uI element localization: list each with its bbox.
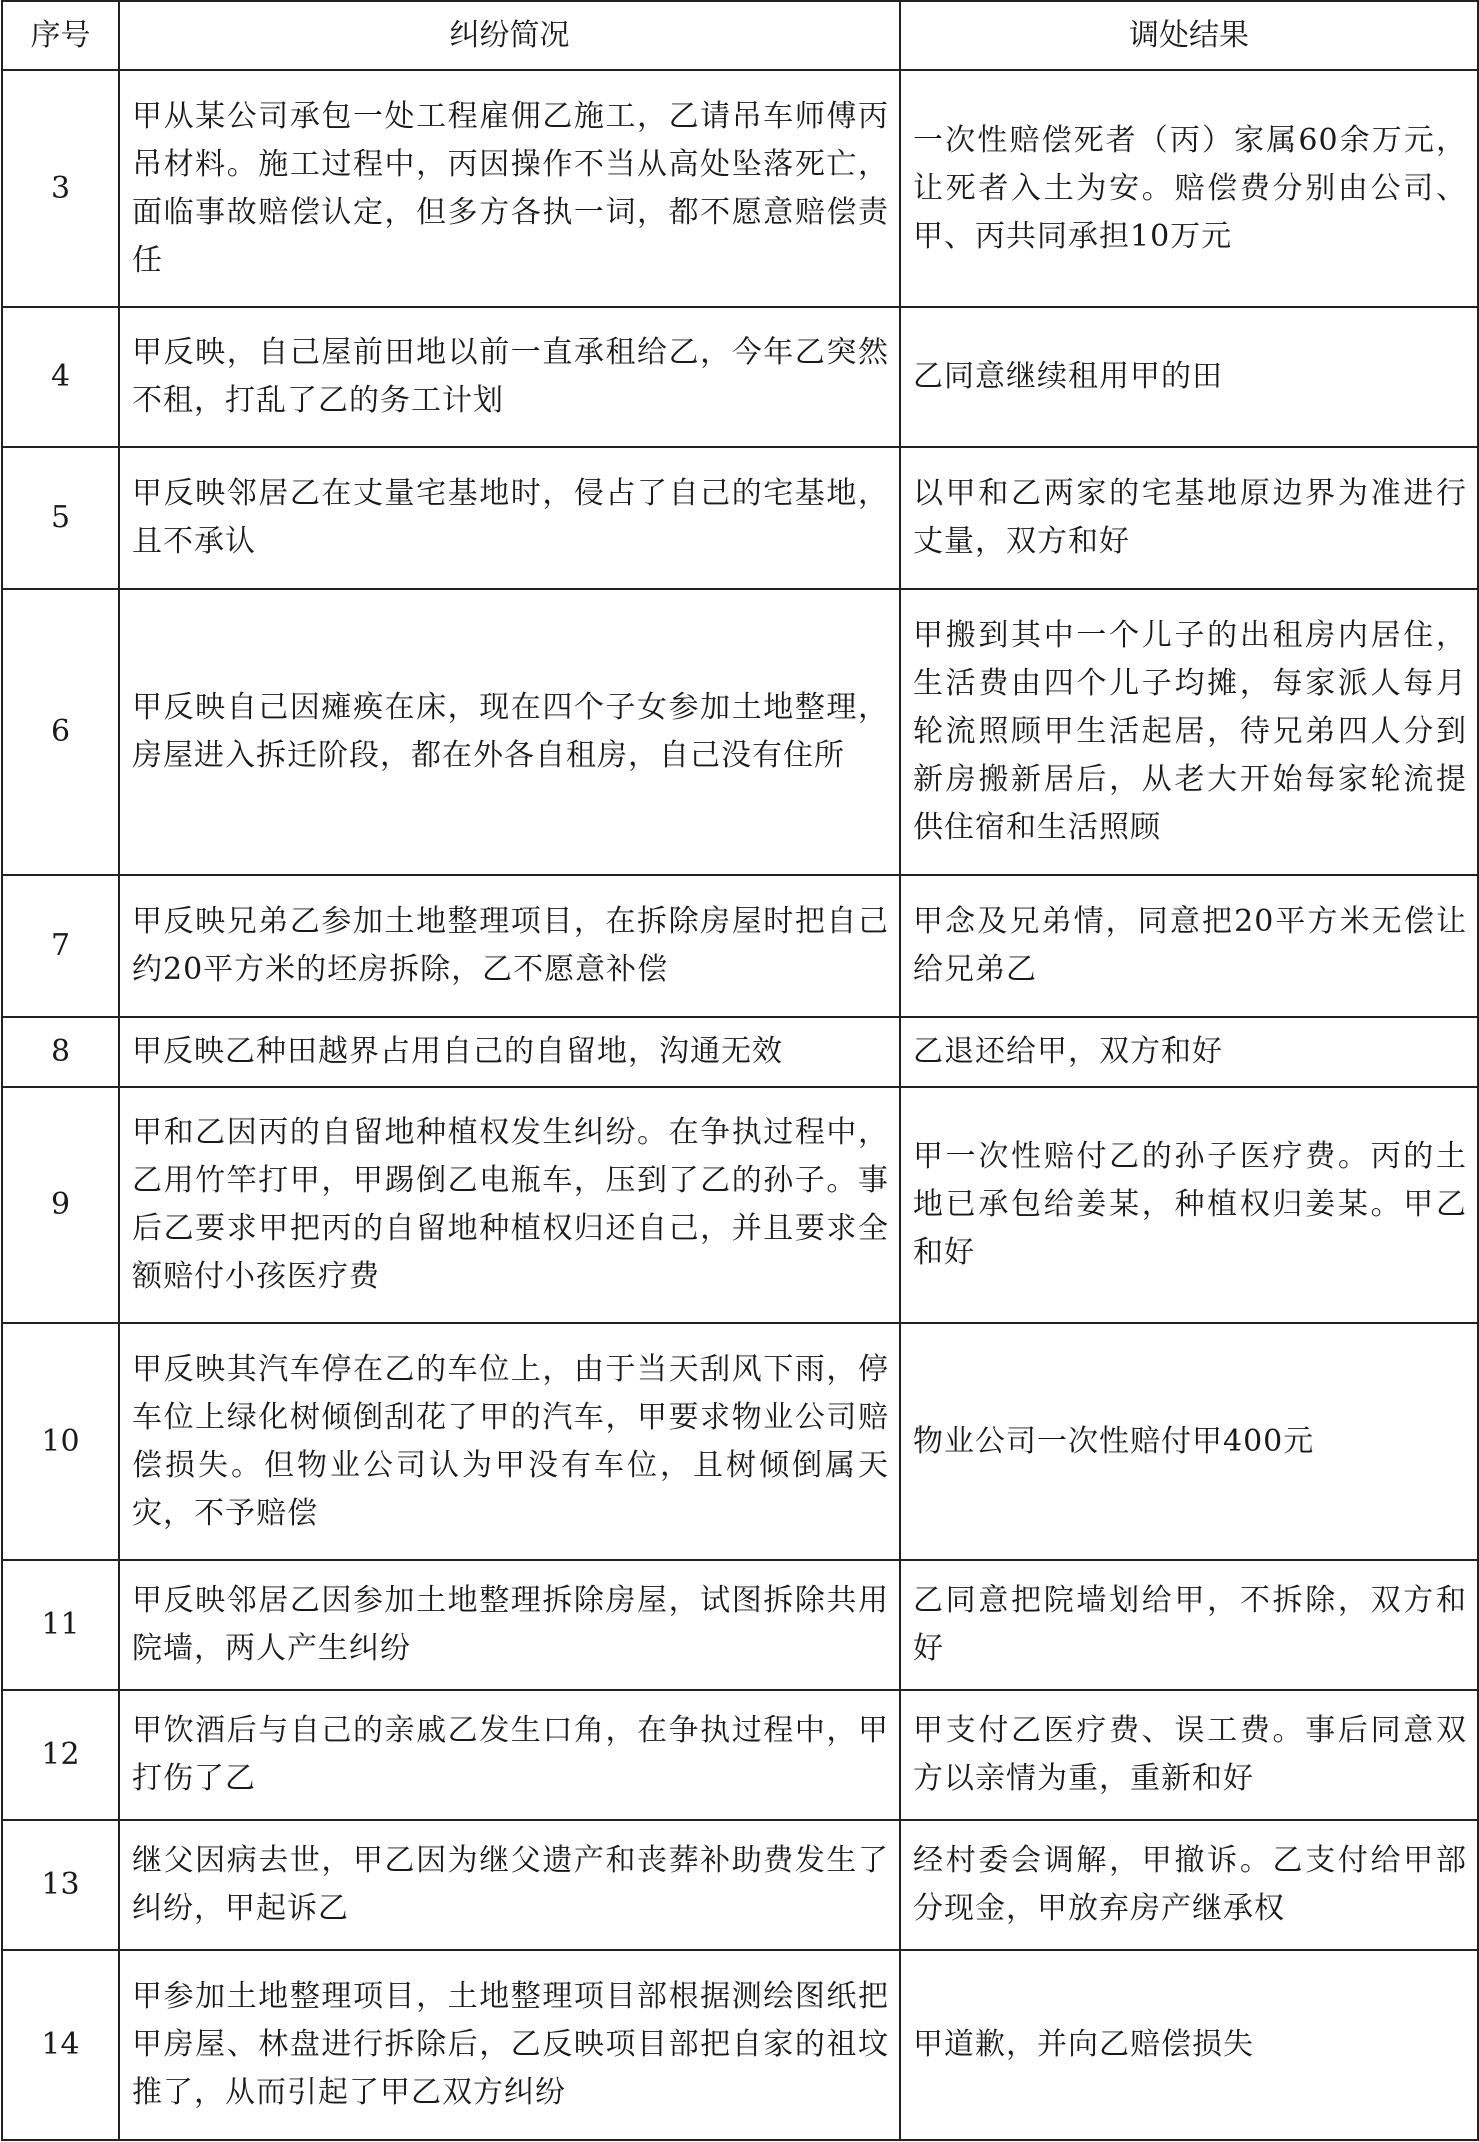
row-number: 11: [2, 1560, 119, 1690]
table-row: [2, 1017, 1478, 1087]
mediation-result: 经村委会调解，甲撤诉。乙支付给甲部分现金，甲放弃房产继承权: [900, 1820, 1478, 1950]
row-number: 6: [2, 589, 119, 875]
mediation-result: 乙同意把院墙划给甲，不拆除，双方和好: [900, 1560, 1478, 1690]
row-number: 8: [2, 1017, 119, 1087]
row-number: 12: [2, 1690, 119, 1820]
row-number: 10: [2, 1323, 119, 1560]
row-number: 13: [2, 1820, 119, 1950]
table-row: [2, 1690, 1478, 1820]
table-row: [2, 589, 1478, 875]
mediation-result: 以甲和乙两家的宅基地原边界为准进行丈量，双方和好: [900, 447, 1478, 589]
table-row: [2, 1087, 1478, 1323]
mediation-result: 甲道歉，并向乙赔偿损失: [900, 1950, 1478, 2140]
header-dispute-summary: 纠纷简况: [119, 1, 900, 70]
mediation-result: 甲支付乙医疗费、误工费。事后同意双方以亲情为重，重新和好: [900, 1690, 1478, 1820]
dispute-summary: 甲从某公司承包一处工程雇佣乙施工，乙请吊车师傅丙吊材料。施工过程中，丙因操作不当从高处坠落死亡，面临事故赔偿认定，但多方各执一词，都不愿意赔偿责任: [119, 70, 900, 307]
mediation-result: 甲一次性赔付乙的孙子医疗费。丙的土地已承包给姜某，种植权归姜某。甲乙和好: [900, 1087, 1478, 1323]
dispute-summary: 继父因病去世，甲乙因为继父遗产和丧葬补助费发生了纠纷，甲起诉乙: [119, 1820, 900, 1950]
mediation-result: 物业公司一次性赔付甲400元: [900, 1323, 1478, 1560]
table-row: [2, 447, 1478, 589]
mediation-result: 乙同意继续租用甲的田: [900, 307, 1478, 447]
dispute-summary: 甲饮酒后与自己的亲戚乙发生口角，在争执过程中，甲打伤了乙: [119, 1690, 900, 1820]
dispute-summary: 甲反映，自己屋前田地以前一直承租给乙，今年乙突然不租，打乱了乙的务工计划: [119, 307, 900, 447]
mediation-result: 一次性赔偿死者（丙）家属60余万元，让死者入土为安。赔偿费分别由公司、甲、丙共同承担10万元: [900, 70, 1478, 307]
dispute-summary: 甲反映邻居乙因参加土地整理拆除房屋，试图拆除共用院墙，两人产生纠纷: [119, 1560, 900, 1690]
dispute-summary: 甲反映邻居乙在丈量宅基地时，侵占了自己的宅基地，且不承认: [119, 447, 900, 589]
table-row: [2, 1950, 1478, 2140]
table-row: [2, 70, 1478, 307]
row-number: 7: [2, 875, 119, 1017]
row-number: 5: [2, 447, 119, 589]
dispute-summary: 甲和乙因丙的自留地种植权发生纠纷。在争执过程中，乙用竹竿打甲，甲踢倒乙电瓶车，压到了乙的孙子。事后乙要求甲把丙的自留地种植权归还自己，并且要求全额赔付小孩医疗费: [119, 1087, 900, 1323]
row-number: 14: [2, 1950, 119, 2140]
dispute-summary: 甲反映其汽车停在乙的车位上，由于当天刮风下雨，停车位上绿化树倾倒刮花了甲的汽车，甲要求物业公司赔偿损失。但物业公司认为甲没有车位，且树倾倒属天灾，不予赔偿: [119, 1323, 900, 1560]
row-number: 3: [2, 70, 119, 307]
mediation-result: 甲念及兄弟情，同意把20平方米无偿让给兄弟乙: [900, 875, 1478, 1017]
dispute-table: [1, 0, 1479, 2141]
table-row: [2, 1820, 1478, 1950]
table-row: [2, 307, 1478, 447]
table-header-row: [2, 1, 1478, 70]
table-row: [2, 875, 1478, 1017]
header-mediation-result: 调处结果: [900, 1, 1478, 70]
dispute-summary: 甲反映自己因瘫痪在床，现在四个子女参加土地整理，房屋进入拆迁阶段，都在外各自租房，自己没有住所: [119, 589, 900, 875]
dispute-summary: 甲反映兄弟乙参加土地整理项目，在拆除房屋时把自己约20平方米的坯房拆除，乙不愿意补偿: [119, 875, 900, 1017]
row-number: 4: [2, 307, 119, 447]
table-row: [2, 1323, 1478, 1560]
mediation-result: 甲搬到其中一个儿子的出租房内居住，生活费由四个儿子均摊，每家派人每月轮流照顾甲生活起居，待兄弟四人分到新房搬新居后，从老大开始每家轮流提供住宿和生活照顾: [900, 589, 1478, 875]
dispute-summary: 甲反映乙种田越界占用自己的自留地，沟通无效: [119, 1017, 900, 1087]
mediation-result: 乙退还给甲，双方和好: [900, 1017, 1478, 1087]
row-number: 9: [2, 1087, 119, 1323]
table-row: [2, 1560, 1478, 1690]
header-number: 序号: [2, 1, 119, 70]
dispute-summary: 甲参加土地整理项目，土地整理项目部根据测绘图纸把甲房屋、林盘进行拆除后，乙反映项目部把自家的祖坟推了，从而引起了甲乙双方纠纷: [119, 1950, 900, 2140]
